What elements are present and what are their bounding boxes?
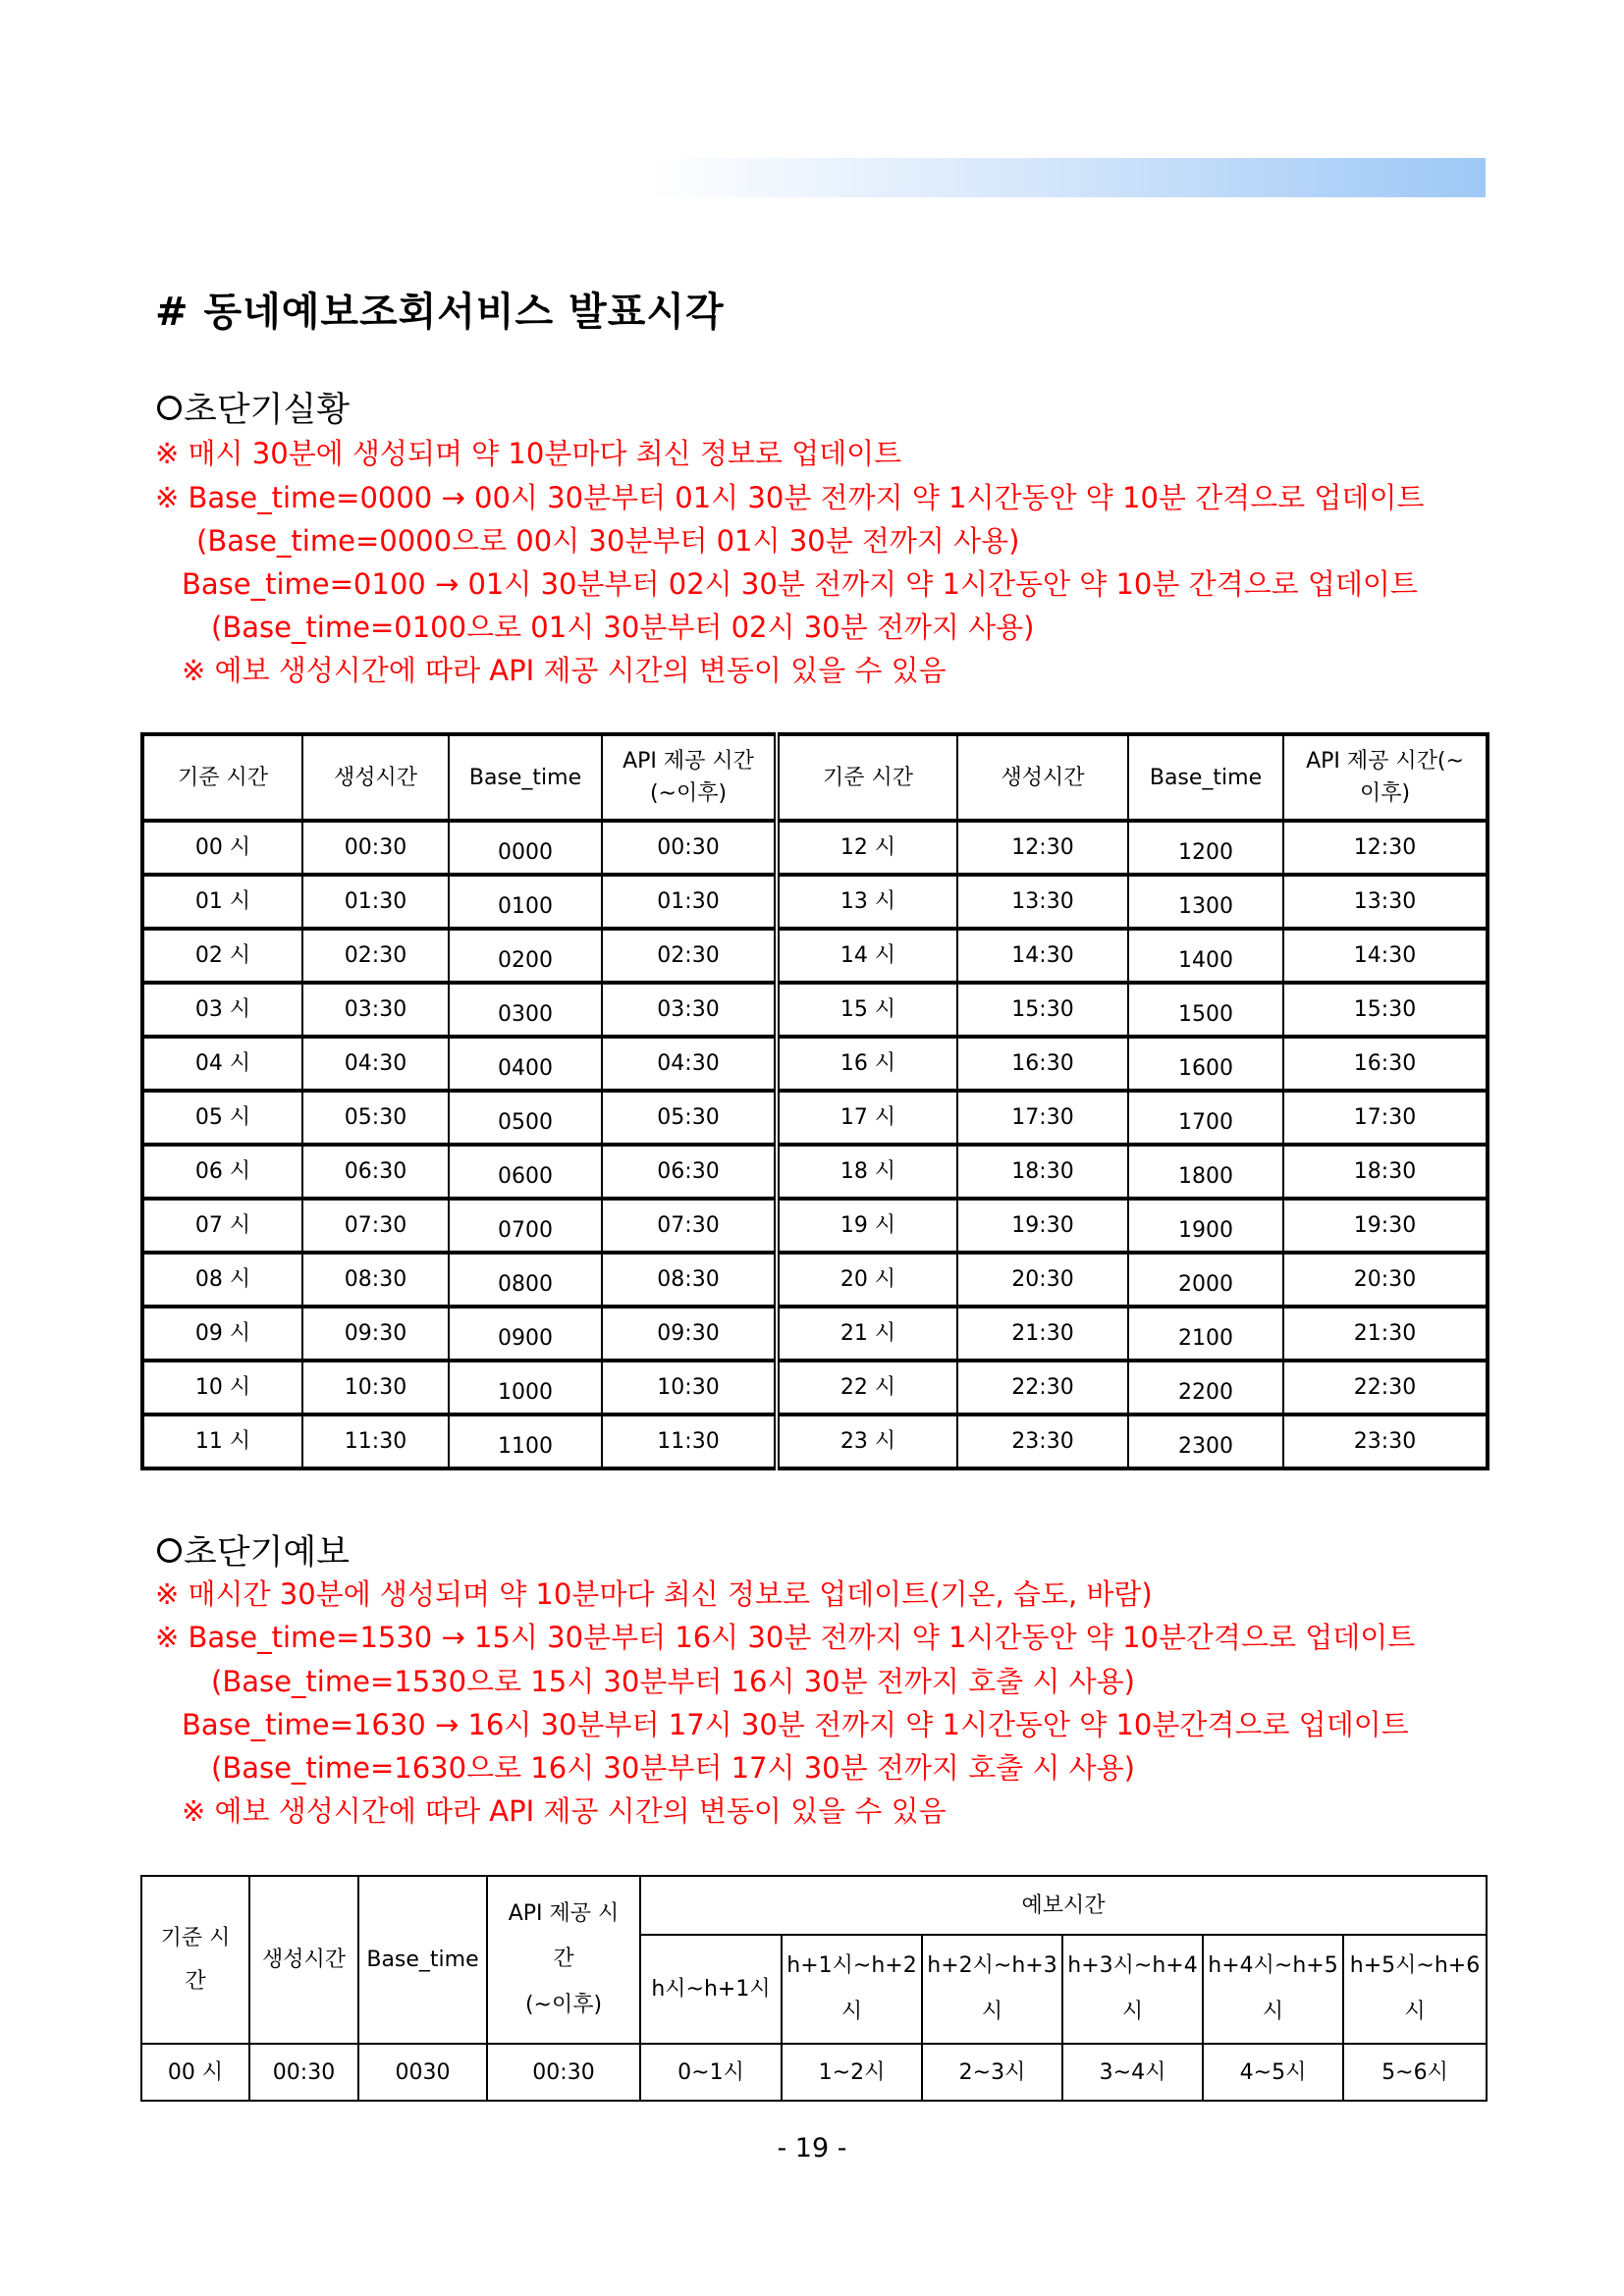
table-row — [142, 929, 1488, 983]
forecast-schedule-table — [140, 1875, 1488, 2102]
table-cell: 11:30 — [302, 1415, 449, 1468]
column-header: 생성시간 — [302, 734, 449, 821]
table-cell: 1800 — [1128, 1145, 1283, 1199]
table-cell: 15:30 — [1283, 983, 1488, 1037]
table-cell: 12:30 — [1283, 821, 1488, 875]
section-heading-short-forecast — [157, 1525, 350, 1575]
table-cell: 00 시 — [142, 821, 302, 875]
table-cell: 21:30 — [957, 1307, 1128, 1361]
table-cell: 04:30 — [602, 1037, 777, 1091]
table-row — [142, 1145, 1488, 1199]
table-cell: 1700 — [1128, 1091, 1283, 1145]
table-cell: 0100 — [449, 875, 602, 929]
table-cell: 1~2시 — [782, 2044, 922, 2101]
table-cell: 03:30 — [602, 983, 777, 1037]
forecast-note: (Base_time=1530으로 15시 30분부터 16시 30분 전까지 호출 시 사용) — [211, 1665, 1135, 1698]
table-cell: 1300 — [1128, 875, 1283, 929]
table-cell: 23 시 — [777, 1415, 957, 1468]
table-cell: 20 시 — [777, 1253, 957, 1307]
table-cell: 19:30 — [1283, 1199, 1488, 1253]
nowcast-schedule-table — [140, 732, 1489, 1470]
table-cell: 2300 — [1128, 1415, 1283, 1468]
table-cell: 00 시 — [141, 2044, 249, 2101]
table-cell: 17:30 — [1283, 1091, 1488, 1145]
column-header: 생성시간 — [957, 734, 1128, 821]
column-header: API 제공 시간(~ 이후) — [1283, 734, 1488, 821]
table-cell: 06:30 — [602, 1145, 777, 1199]
table-cell: 17 시 — [777, 1091, 957, 1145]
table-cell: 18:30 — [1283, 1145, 1488, 1199]
nowcast-note: ※ 매시 30분에 생성되며 약 10분마다 최신 정보로 업데이트 — [155, 437, 902, 470]
table-cell: 20:30 — [1283, 1253, 1488, 1307]
table-cell: 18:30 — [957, 1145, 1128, 1199]
table-cell: 00:30 — [602, 821, 777, 875]
forecast-note: (Base_time=1630으로 16시 30분부터 17시 30분 전까지 호출 시 사용) — [211, 1751, 1135, 1785]
column-header: 기준 시 간 — [141, 1876, 249, 2044]
table-cell: 16:30 — [957, 1037, 1128, 1091]
table-cell: 0600 — [449, 1145, 602, 1199]
table-cell: 13:30 — [1283, 875, 1488, 929]
table-cell: 15:30 — [957, 983, 1128, 1037]
forecast-note: ※ Base_time=1530 → 15시 30분부터 16시 30분 전까지 약 1시간동안 약 10분간격으로 업데이트 — [155, 1621, 1416, 1654]
table-header-row — [141, 1876, 1487, 1935]
page-title: # 동네예보조회서비스 발표시각 — [155, 290, 725, 335]
table-cell: 11 시 — [142, 1415, 302, 1468]
section-heading-label: 초단기예보 — [184, 1533, 351, 1573]
table-cell: 14 시 — [777, 929, 957, 983]
table-cell: 02:30 — [302, 929, 449, 983]
table-cell: 20:30 — [957, 1253, 1128, 1307]
table-cell: 2100 — [1128, 1307, 1283, 1361]
column-header: h+3시~h+4 시 — [1062, 1935, 1203, 2044]
table-row — [142, 1307, 1488, 1361]
column-header: API 제공 시간 (~이후) — [602, 734, 777, 821]
table-cell: 08:30 — [302, 1253, 449, 1307]
table-cell: 14:30 — [1283, 929, 1488, 983]
table-cell: 0700 — [449, 1199, 602, 1253]
table-cell: 01:30 — [602, 875, 777, 929]
table-cell: 0800 — [449, 1253, 602, 1307]
section-heading-label: 초단기실황 — [184, 391, 351, 430]
table-cell: 22:30 — [1283, 1361, 1488, 1415]
table-cell: 1100 — [449, 1415, 602, 1468]
table-cell: 12 시 — [777, 821, 957, 875]
column-header: 기준 시간 — [142, 734, 302, 821]
column-header: 기준 시간 — [777, 734, 957, 821]
table-cell: 5~6시 — [1343, 2044, 1487, 2101]
table-cell: 22 시 — [777, 1361, 957, 1415]
table-cell: 07:30 — [302, 1199, 449, 1253]
column-header: h시~h+1시 — [640, 1935, 782, 2044]
table-cell: 18 시 — [777, 1145, 957, 1199]
table-cell: 16:30 — [1283, 1037, 1488, 1091]
table-cell: 08 시 — [142, 1253, 302, 1307]
nowcast-note: ※ Base_time=0000 → 00시 30분부터 01시 30분 전까지 약 1시간동안 약 10분 간격으로 업데이트 — [155, 481, 1425, 514]
table-cell: 01 시 — [142, 875, 302, 929]
table-cell: 0300 — [449, 983, 602, 1037]
table-row — [142, 1091, 1488, 1145]
table-cell: 2200 — [1128, 1361, 1283, 1415]
table-cell: 0500 — [449, 1091, 602, 1145]
column-header: Base_time — [358, 1876, 487, 2044]
table-cell: 0000 — [449, 821, 602, 875]
table-cell: 05:30 — [602, 1091, 777, 1145]
table-cell: 05 시 — [142, 1091, 302, 1145]
table-cell: 0900 — [449, 1307, 602, 1361]
table-row — [142, 1199, 1488, 1253]
page-number: - 19 - — [777, 2133, 847, 2163]
table-cell: 04 시 — [142, 1037, 302, 1091]
table-cell: 15 시 — [777, 983, 957, 1037]
column-header: 생성시간 — [249, 1876, 358, 2044]
column-header: h+4시~h+5 시 — [1203, 1935, 1343, 2044]
table-cell: 07:30 — [602, 1199, 777, 1253]
table-cell: 16 시 — [777, 1037, 957, 1091]
column-header: Base_time — [449, 734, 602, 821]
nowcast-note: (Base_time=0100으로 01시 30분부터 02시 30분 전까지 사용) — [211, 611, 1035, 644]
table-row — [142, 1415, 1488, 1468]
table-cell: 03:30 — [302, 983, 449, 1037]
table-cell: 09:30 — [302, 1307, 449, 1361]
table-cell: 0~1시 — [640, 2044, 782, 2101]
table-cell: 13 시 — [777, 875, 957, 929]
table-cell: 22:30 — [957, 1361, 1128, 1415]
column-header: h+1시~h+2 시 — [782, 1935, 922, 2044]
table-cell: 05:30 — [302, 1091, 449, 1145]
table-cell: 0200 — [449, 929, 602, 983]
table-cell: 13:30 — [957, 875, 1128, 929]
nowcast-note: Base_time=0100 → 01시 30분부터 02시 30분 전까지 약 1시간동안 약 10분 간격으로 업데이트 — [182, 567, 1418, 601]
table-cell: 04:30 — [302, 1037, 449, 1091]
table-cell: 2000 — [1128, 1253, 1283, 1307]
table-header-row — [142, 734, 1488, 821]
circle-bullet-icon — [157, 1538, 182, 1563]
forecast-note: ※ 예보 생성시간에 따라 API 제공 시간의 변동이 있을 수 있음 — [182, 1794, 947, 1828]
header-gradient-bar — [648, 158, 1486, 197]
table-cell: 14:30 — [957, 929, 1128, 983]
table-cell: 09:30 — [602, 1307, 777, 1361]
table-cell: 19:30 — [957, 1199, 1128, 1253]
table-cell: 23:30 — [1283, 1415, 1488, 1468]
column-header: h+2시~h+3 시 — [922, 1935, 1062, 2044]
table-cell: 10:30 — [602, 1361, 777, 1415]
table-cell: 01:30 — [302, 875, 449, 929]
table-cell: 1200 — [1128, 821, 1283, 875]
table-cell: 21:30 — [1283, 1307, 1488, 1361]
forecast-note: ※ 매시간 30분에 생성되며 약 10분마다 최신 정보로 업데이트(기온, 습도, 바람) — [155, 1577, 1153, 1611]
group-header: 예보시간 — [640, 1876, 1487, 1935]
table-cell: 23:30 — [957, 1415, 1128, 1468]
nowcast-note: (Base_time=0000으로 00시 30분부터 01시 30분 전까지 사용) — [196, 524, 1020, 558]
table-row — [141, 2044, 1487, 2101]
table-cell: 1400 — [1128, 929, 1283, 983]
table-cell: 2~3시 — [922, 2044, 1062, 2101]
table-row — [142, 1361, 1488, 1415]
table-cell: 4~5시 — [1203, 2044, 1343, 2101]
table-cell: 00:30 — [302, 821, 449, 875]
nowcast-note: ※ 예보 생성시간에 따라 API 제공 시간의 변동이 있을 수 있음 — [182, 654, 947, 687]
table-cell: 12:30 — [957, 821, 1128, 875]
table-cell: 06 시 — [142, 1145, 302, 1199]
table-cell: 0400 — [449, 1037, 602, 1091]
table-cell: 1600 — [1128, 1037, 1283, 1091]
table-cell: 10:30 — [302, 1361, 449, 1415]
table-cell: 02:30 — [602, 929, 777, 983]
table-cell: 17:30 — [957, 1091, 1128, 1145]
forecast-note: Base_time=1630 → 16시 30분부터 17시 30분 전까지 약 1시간동안 약 10분간격으로 업데이트 — [182, 1708, 1409, 1741]
table-row — [142, 875, 1488, 929]
table-cell: 03 시 — [142, 983, 302, 1037]
table-cell: 00:30 — [487, 2044, 640, 2101]
table-cell: 07 시 — [142, 1199, 302, 1253]
circle-bullet-icon — [157, 396, 182, 420]
table-cell: 08:30 — [602, 1253, 777, 1307]
section-heading-nowcast — [157, 383, 350, 432]
table-cell: 09 시 — [142, 1307, 302, 1361]
column-header: Base_time — [1128, 734, 1283, 821]
table-cell: 1900 — [1128, 1199, 1283, 1253]
table-cell: 11:30 — [602, 1415, 777, 1468]
table-cell: 1500 — [1128, 983, 1283, 1037]
table-row — [142, 1253, 1488, 1307]
table-cell: 06:30 — [302, 1145, 449, 1199]
column-header: API 제공 시 간 (~이후) — [487, 1876, 640, 2044]
table-cell: 10 시 — [142, 1361, 302, 1415]
table-cell: 1000 — [449, 1361, 602, 1415]
table-cell: 3~4시 — [1062, 2044, 1203, 2101]
column-header: h+5시~h+6 시 — [1343, 1935, 1487, 2044]
table-cell: 0030 — [358, 2044, 487, 2101]
table-cell: 21 시 — [777, 1307, 957, 1361]
table-cell: 02 시 — [142, 929, 302, 983]
table-row — [142, 983, 1488, 1037]
table-row — [142, 821, 1488, 875]
table-row — [142, 1037, 1488, 1091]
table-cell: 19 시 — [777, 1199, 957, 1253]
table-cell: 00:30 — [249, 2044, 358, 2101]
